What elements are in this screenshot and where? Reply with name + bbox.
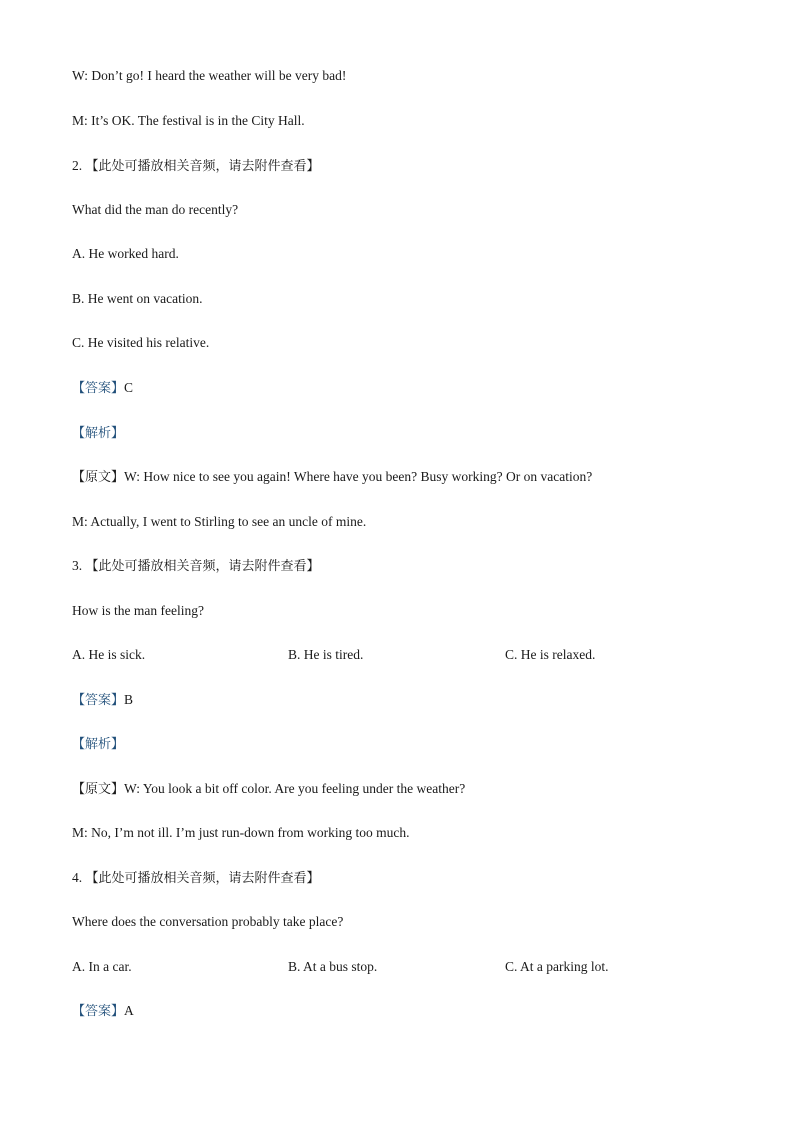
question-2-header — [72, 157, 320, 176]
answer-value: C — [124, 380, 134, 395]
question-3-option-b: B. He is tired. — [288, 647, 364, 662]
question-2-dialogue-m: M: Actually, I went to Stirling to see an uncle of mine. — [72, 514, 367, 529]
dialogue-line-m1: M: It’s OK. The festival is in the City Hall. — [72, 113, 305, 128]
original-text: W: You look a bit off color. Are you feeling under the weather? — [124, 781, 466, 796]
audio-note[interactable]: 【此处可播放相关音频，请去附件查看】 — [85, 559, 320, 574]
analysis-tag: 【解析】 — [72, 426, 125, 441]
question-2-original — [72, 468, 592, 487]
original-text: W: How nice to see you again! Where have you been? Busy working? Or on vacation? — [124, 469, 593, 484]
question-4-option-c: C. At a parking lot. — [505, 959, 609, 974]
answer-tag: 【答案】 — [72, 1004, 125, 1019]
question-4-option-b: B. At a bus stop. — [288, 959, 378, 974]
question-number: 3. — [72, 558, 86, 573]
analysis-tag: 【解析】 — [72, 737, 125, 752]
question-number: 2. — [72, 158, 86, 173]
question-2-option-c: C. He visited his relative. — [72, 335, 210, 350]
audio-note[interactable]: 【此处可播放相关音频，请去附件查看】 — [85, 159, 320, 174]
question-3-analysis — [72, 735, 124, 754]
original-tag: 【原文】 — [72, 470, 125, 485]
question-4-text: Where does the conversation probably take place? — [72, 914, 344, 929]
question-3-option-c: C. He is relaxed. — [505, 647, 596, 662]
question-number: 4. — [72, 870, 86, 885]
answer-tag: 【答案】 — [72, 381, 125, 396]
question-2-option-b: B. He went on vacation. — [72, 291, 203, 306]
original-tag: 【原文】 — [72, 782, 125, 797]
question-3-original — [72, 780, 465, 799]
question-2-option-a: A. He worked hard. — [72, 246, 179, 261]
answer-tag: 【答案】 — [72, 693, 125, 708]
question-4-option-a: A. In a car. — [72, 959, 132, 974]
question-3-text: How is the man feeling? — [72, 603, 204, 618]
audio-note[interactable]: 【此处可播放相关音频，请去附件查看】 — [85, 871, 320, 886]
question-2-text: What did the man do recently? — [72, 202, 239, 217]
dialogue-line-w1: W: Don’t go! I heard the weather will be very bad! — [72, 68, 347, 83]
question-4-answer — [72, 1002, 134, 1021]
question-2-answer — [72, 379, 133, 398]
answer-value: B — [124, 692, 134, 707]
question-3-answer — [72, 691, 133, 710]
question-2-analysis — [72, 424, 124, 443]
question-3-header — [72, 557, 320, 576]
question-4-header — [72, 869, 320, 888]
question-3-option-a: A. He is sick. — [72, 647, 146, 662]
answer-value: A — [124, 1003, 134, 1018]
question-3-dialogue-m: M: No, I’m not ill. I’m just run-down from working too much. — [72, 825, 410, 840]
